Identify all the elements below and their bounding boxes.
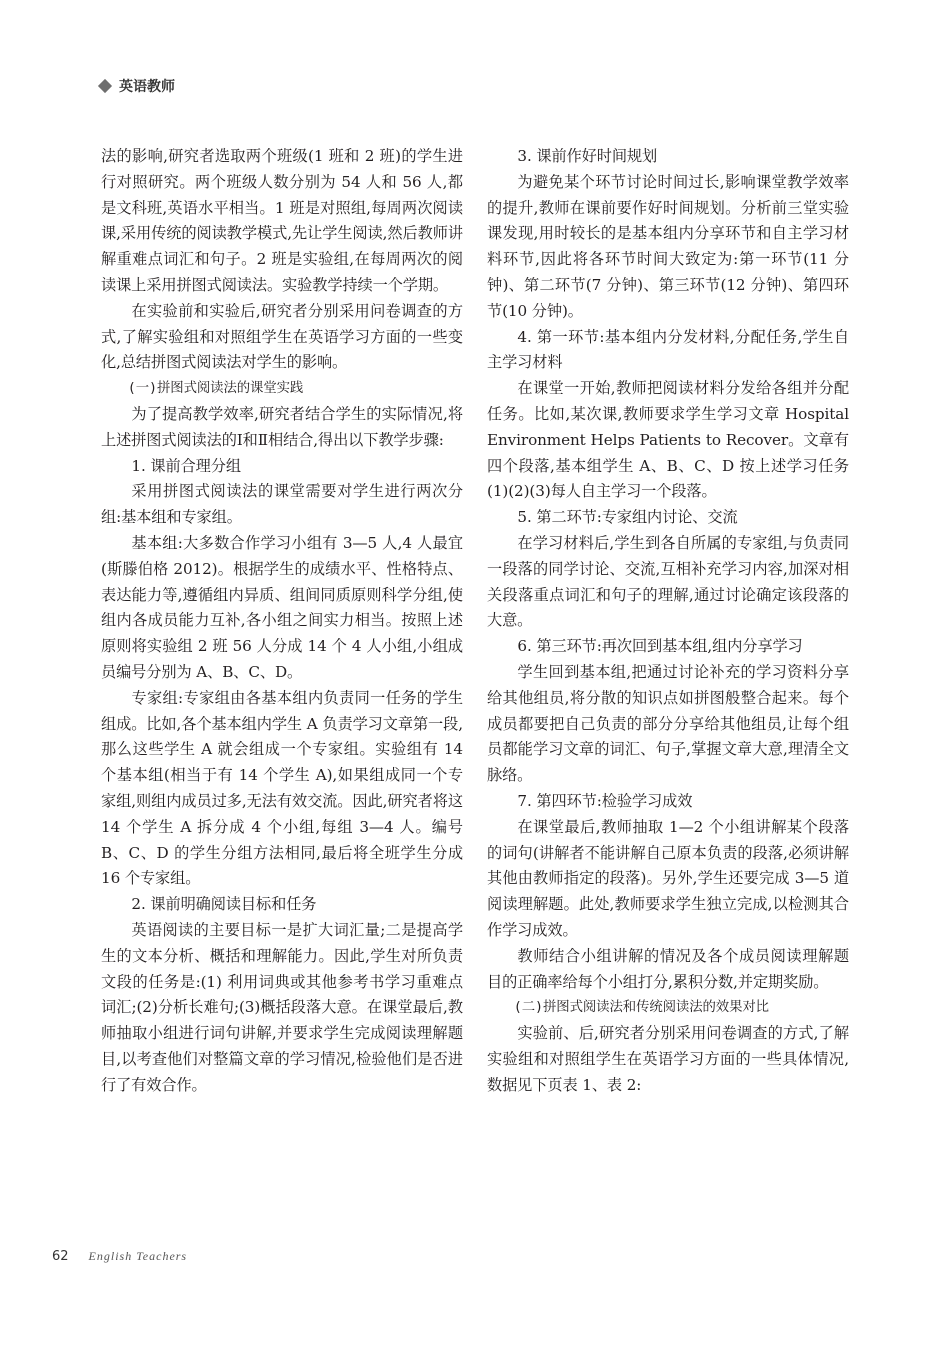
paragraph: 教师结合小组讲解的情况及各个成员阅读理解题目的正确率给每个小组打分,累积分数,并定期奖励。 [487,946,849,991]
section-heading: 2. 课前明确阅读目标和任务 [131,895,317,914]
diamond-icon [98,79,112,93]
paragraph: 在课堂最后,教师抽取 1—2 个小组讲解某个段落的词句(讲解者不能讲解自己原本负责的段落,必须讲解其他由教师指定的段落)。另外,学生还要完成 3—5 道阅读理解题。此处,教师要求学生独立完成,以检测其合作学习成效。 [487,817,849,939]
journal-title: 英语教师 [119,79,175,95]
right-column [487,144,849,1098]
section-heading: (一)拼图式阅读法的课堂实践 [127,381,304,397]
paragraph: 为了提高教学效率,研究者结合学生的实际情况,将上述拼图式阅读法的Ⅰ和Ⅱ相结合,得出以下教学步骤: [101,404,463,449]
paragraph: 实验前、后,研究者分别采用问卷调查的方式,了解实验组和对照组学生在英语学习方面的一些具体情况,数据见下页表 1、表 2: [487,1024,849,1094]
section-heading: 5. 第二环节:专家组内讨论、交流 [517,508,738,527]
section-heading: (二)拼图式阅读法和传统阅读法的效果对比 [513,1000,769,1016]
section-heading: 7. 第四环节:检验学习成效 [517,791,693,810]
section-heading: 4. 第一环节:基本组内分发材料,分配任务,学生自主学习材料 [487,327,849,372]
paragraph: 在课堂一开始,教师把阅读材料分发给各组并分配任务。比如,某次课,教师要求学生学习文章 Hospital Environment Helps Patients to Recover。文章有四个段落,基本组学生 A、B、C、D 按上述学习任务(1)(2)(3)每人自主学习一个段落。 [487,379,849,501]
page-number: 62 [52,1249,69,1264]
paragraph: 在实验前和实验后,研究者分别采用问卷调查的方式,了解实验组和对照组学生在英语学习方面的一些变化,总结拼图式阅读法对学生的影响。 [101,301,463,372]
page-footer [52,1249,187,1264]
paragraph: 学生回到基本组,把通过讨论补充的学习资料分享给其他组员,将分散的知识点如拼图般整合起来。每个成员都要把自己负责的部分分享给其他组员,让每个组员都能学习文章的词汇、句子,掌握文章大意,理清全文脉络。 [487,662,849,785]
journal-header [100,76,175,96]
section-heading: 1. 课前合理分组 [131,456,241,475]
paragraph: 为避免某个环节讨论时间过长,影响课堂教学效率的提升,教师在课前要作好时间规划。分析前三堂实验课发现,用时较长的是基本组内分享环节和自主学习材料环节,因此将各环节时间大致定为:第一环节(11 分钟)、第二环节(7 分钟)、第三环节(12 分钟)、第四环节(10 分钟)。 [487,172,849,320]
section-heading: 3. 课前作好时间规划 [517,147,658,165]
paragraph: 在学习材料后,学生到各自所属的专家组,与负责同一段落的同学讨论、交流,互相补充学习内容,加深对相关段落重点词汇和句子的理解,通过讨论确定该段落的大意。 [487,533,849,630]
paragraph: 专家组:专家组由各基本组内负责同一任务的学生组成。比如,各个基本组内学生 A 负责学习文章第一段,那么这些学生 A 就会组成一个专家组。实验组有 14 个基本组(相当于有 14 个学生 A),如果组成同一个专家组,则组内成员过多,无法有效交流。因此,研究者将这 14 个学生 A 拆分成 4 个小组,每组 3—4 人。编号 B、C、D 的学生分组方法相同,最后将全班学生分成 16 个专家组。 [101,688,463,888]
paragraph: 法的影响,研究者选取两个班级(1 班和 2 班)的学生进行对照研究。两个班级人数分别为 54 人和 56 人,都是文科班,英语水平相当。1 班是对照组,每周两次阅读课,采用传统的阅读教学模式,先让学生阅读,然后教师讲解重难点词汇和句子。2 班是实验组,在每周两次的阅读课上采用拼图式阅读法。实验教学持续一个学期。 [101,147,463,294]
paragraph: 基本组:大多数合作学习小组有 3—5 人,4 人最宜(斯滕伯格 2012)。根据学生的成绩水平、性格特点、表达能力等,遵循组内异质、组间同质原则科学分组,使组内各成员能力互补,各小组之间实力相当。按照上述原则将实验组 2 班 56 人分成 14 个 4 人小组,小组成员编号分别为 A、B、C、D。 [101,533,463,681]
section-heading: 6. 第三环节:再次回到基本组,组内分享学习 [517,637,803,656]
left-column [101,144,463,1098]
paragraph: 采用拼图式阅读法的课堂需要对学生进行两次分组:基本组和专家组。 [101,482,463,527]
journal-english-name: English Teachers [88,1249,188,1263]
paragraph: 英语阅读的主要目标一是扩大词汇量;二是提高学生的文本分析、概括和理解能力。因此,学生对所负责文段的任务是:(1) 利用词典或其他参考书学习重难点词汇;(2)分析长难句;(3)概括段落大意。在课堂最后,教师抽取小组进行词句讲解,并要求学生完成阅读理解题目,以考查他们对整篇文章的学习情况,检验他们是否进行了有效合作。 [101,920,463,1094]
